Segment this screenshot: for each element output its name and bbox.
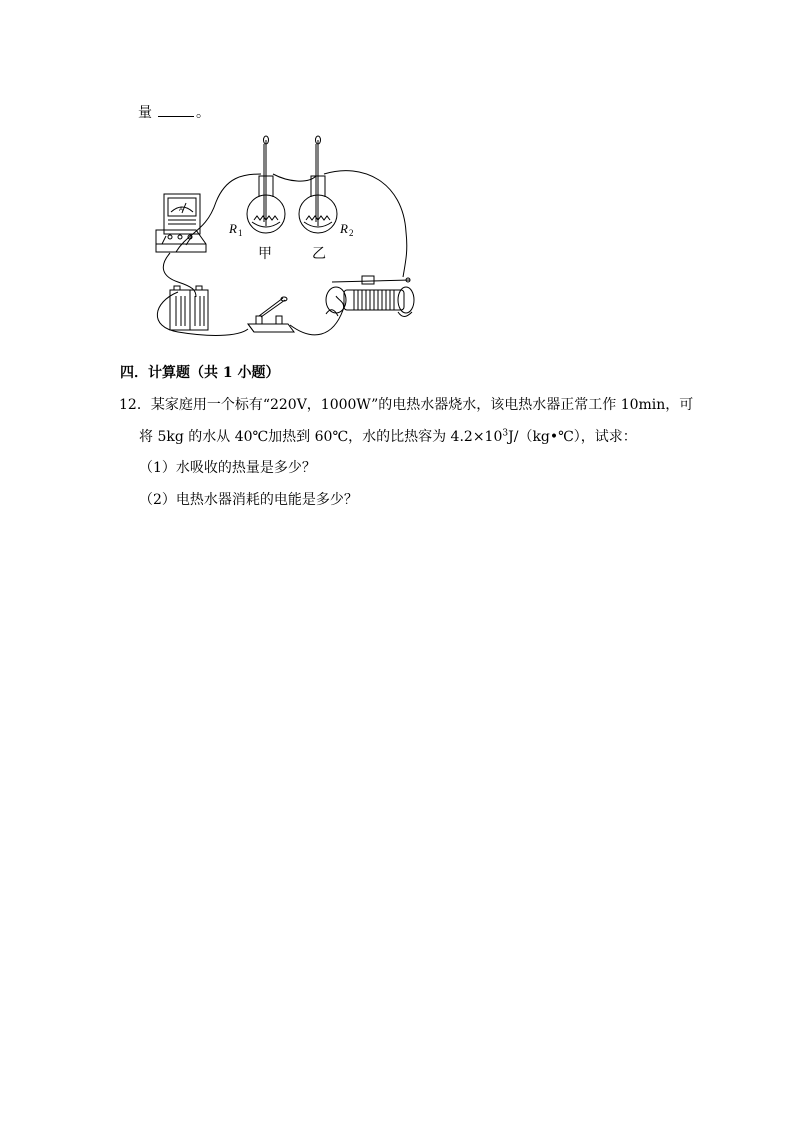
flask-r1 [247,136,285,233]
answer-blank [158,104,194,117]
label-r2: R [340,221,348,236]
label-yi: 乙 [312,246,326,262]
wire-battery-to-switch [157,292,248,335]
exponent: 3 [502,428,509,439]
tail-suffix: 。 [196,105,210,121]
wire-r1-to-r2 [273,174,316,181]
wire-r2-to-rheostat [324,171,407,277]
question-12-line-2-unit: J/（kg•℃），试求： [508,429,637,445]
wire-switch-to-rheostat [290,296,344,335]
question-12-line-1: 12．某家庭用一个标有“220V，1000W”的电热水器烧水，该电热水器正常工作 10min，可 [119,397,694,413]
label-jia: 甲 [258,246,272,262]
label-r2-subscript: 2 [349,228,354,238]
circuit-diagram [148,132,418,344]
label-r1-subscript: 1 [238,228,243,238]
ammeter [156,194,206,252]
sub-question-1: （1）水吸收的热量是多少？ [139,460,316,476]
section-heading: 四．计算题（共 1 小题） [120,365,280,381]
question-12-line-2-text: 将 5kg 的水从 40℃加热到 60℃，水的比热容为 4.2×10 [139,429,503,445]
previous-question-tail [138,104,210,122]
rheostat [326,276,414,317]
question-12-line-2 [139,428,637,446]
tail-prefix: 量 [138,105,152,121]
label-r1: R [229,221,237,236]
ammeter-letter: A [179,207,184,213]
sub-question-2: （2）电热水器消耗的电能是多少？ [139,492,358,508]
flask-r2 [299,136,337,233]
switch [248,297,294,332]
